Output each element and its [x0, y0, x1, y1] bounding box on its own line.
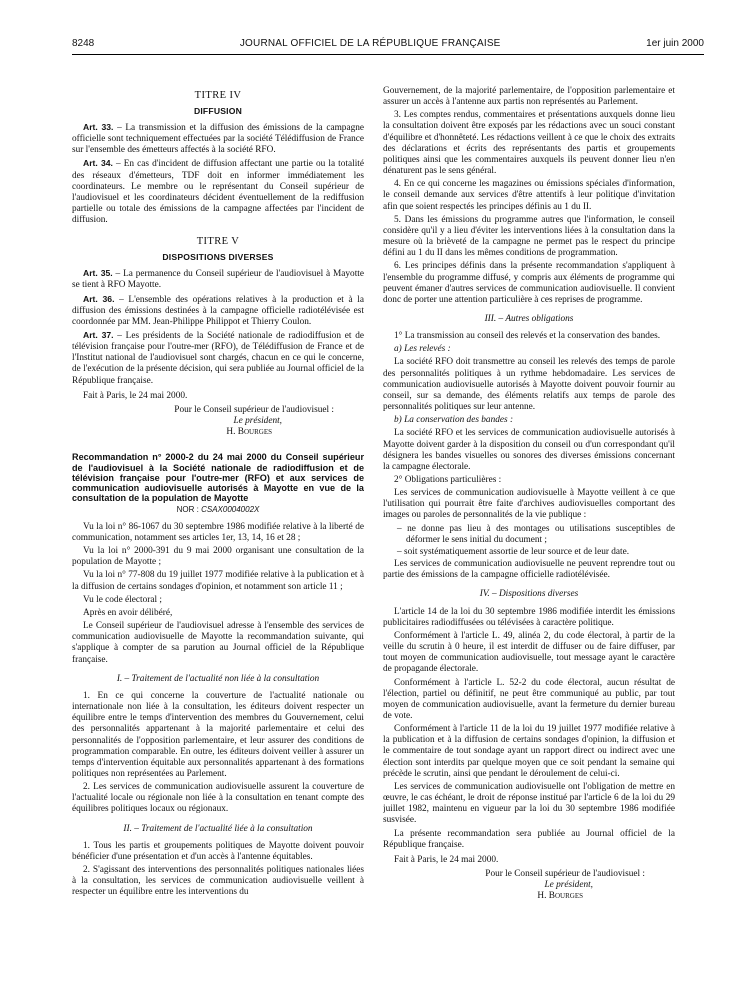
- visa: Vu le code électoral ;: [83, 594, 162, 605]
- paragraph: 5. Dans les émissions du programme autres que l'information, le conseil considère qu'il y a lieu d'éviter les interventions liées à la consultation dans la mesure où la brièveté de la campagne ne permet pas le respect du principe défini au 1 du II dans les mêmes conditions de programmation.: [383, 214, 675, 259]
- list-item: – ne donne pas lieu à des montages ou utilisations susceptibles de déformer le sens initial du document ;: [397, 523, 675, 545]
- visa: Le Conseil supérieur de l'audiovisuel adresse à l'ensemble des services de communication audiovisuelle de Mayotte la recommandation suivante, qui s'applique à compter de sa parution au Journal officiel de la République française.: [72, 621, 364, 665]
- article-label: Art. 34.: [83, 158, 113, 169]
- article-label: Art. 36.: [83, 293, 115, 304]
- article-text: – La transmission et la diffusion des émissions de la campagne officielle sont techniquement effectuées par la société Télédiffusion de France sur l'ensemble des émetteurs affectés à la société RFO.: [72, 122, 364, 156]
- signature-lead: Pour le Conseil supérieur de l'audiovisuel :: [485, 869, 645, 879]
- titre-v-subheading: DISPOSITIONS DIVERSES: [162, 251, 274, 262]
- section-heading-text: IV. – Dispositions diverses: [479, 589, 579, 600]
- visa: Vu la loi n° 86-1067 du 30 septembre 1986 modifiée relative à la liberté de communication, notamment ses articles 1er, 13, 14, 16 et 28 ;: [72, 521, 364, 544]
- visa: Vu la loi n° 2000-391 du 9 mai 2000 organisant une consultation de la population de Mayotte ;: [72, 546, 364, 568]
- article-33: [72, 122, 364, 156]
- signature-role: Le président,: [544, 880, 593, 891]
- article-label: Art. 33.: [83, 121, 114, 132]
- paragraph: Les services de communication audiovisuelle à Mayotte veillent à ce que l'utilisation qui pourrait être faite d'archives audiovisuelles comportant des images ou paroles de personnalités de la vie publique :: [383, 488, 675, 521]
- visa: Après en avoir délibéré,: [83, 607, 173, 618]
- paragraph: 6. Les principes définis dans la présente recommandation s'appliquent à l'ensemble du programme diffusé, y compris aux éléments de programme qui peuvent émaner d'autres services de communication audiovisuelle. Il convient donc de porter une attention particulière à ces reprises de programme.: [383, 261, 675, 305]
- titre-v-heading: TITRE V: [196, 236, 240, 248]
- article-text: – La permanence du Conseil supérieur de l'audiovisuel à Mayotte se tient à RFO Mayotte.: [72, 269, 364, 291]
- list-item: – soit systématiquement assortie de leur source et de leur date.: [397, 546, 630, 557]
- paragraph: La société RFO doit transmettre au conseil les relevés des temps de parole des personnalités politiques à un rythme hebdomadaire. Les services de communication audiovisuelle autorisés à Mayotte doivent pouvoir fournir au conseil, sur sa demande, des éléments relatifs aux temps de parole des personnalités politiques sur leur antenne.: [383, 357, 675, 413]
- journal-title: JOURNAL OFFICIEL DE LA RÉPUBLIQUE FRANÇAISE: [239, 38, 501, 49]
- section-heading-text: III. – Autres obligations: [484, 313, 574, 324]
- article-label: Art. 37.: [83, 330, 114, 340]
- paragraph: 1° La transmission au conseil des relevés et la conservation des bandes.: [394, 331, 661, 342]
- nor-reference: [72, 505, 364, 515]
- signature-name: H. Bourges: [226, 427, 272, 438]
- dash-list: [383, 524, 675, 558]
- two-column-body: [72, 86, 704, 978]
- section-heading-text: I. – Traitement de l'actualité non liée à la consultation: [116, 673, 320, 684]
- signature-role: Le président,: [233, 416, 282, 427]
- paragraph: 4. En ce qui concerne les magazines ou émissions spéciales d'information, le conseil demande aux services d'être attentifs à leur politique d'invitation afin que soient respectés les principes définis au 1 du II.: [383, 179, 675, 212]
- paragraph: 2. S'agissant des interventions des personnalités politiques nationales liées à la consultation, les services de communication audiovisuelle veillent à respecter un équilibre entre les interventions du: [72, 865, 364, 898]
- article-label: Art. 35.: [83, 268, 113, 279]
- running-header: [72, 38, 704, 50]
- paragraph: 1. En ce qui concerne la couverture de l'actualité nationale ou internationale non liée à la consultation, les éditeurs doivent respecter un équilibre entre le temps d'intervention des membres du Gouvernement, celui des personnalités appartenant à la majorité parlementaire et celui des personnalités de l'opposition parlementaire, et leur assurer des conditions de programmation comparable. En outre, les éditeurs doivent veiller à assurer un temps d'intervention équitable aux personnalités appartenant à des formations politiques non représentées au Parlement.: [72, 690, 364, 779]
- subheading-releves: a) Les relevés :: [394, 344, 451, 355]
- fait-a-paris: Fait à Paris, le 24 mai 2000.: [83, 390, 188, 401]
- article-35: [72, 268, 364, 291]
- signature-lead: Pour le Conseil supérieur de l'audiovisuel :: [174, 404, 334, 415]
- signature-name: H. Bourges: [537, 891, 583, 902]
- article-36: [72, 294, 364, 328]
- nor-label: NOR :: [176, 505, 202, 515]
- section-i-heading: [72, 674, 364, 685]
- paragraph: Conformément à l'article 11 de la loi du 19 juillet 1977 modifiée relative à la publication et à la diffusion de certains sondages d'opinion, la diffusion et le commentaire de tout sondage ayant un rapport direct ou indirect avec une élection sont interdits par quelque moyen que ce soit pendant la semaine qui précède le scrutin, ainsi que pendant le déroulement de celui-ci.: [383, 724, 675, 779]
- paragraph: 2° Obligations particulières :: [394, 475, 502, 485]
- issue-date: 1er juin 2000: [646, 38, 704, 49]
- paragraph: La société RFO et les services de communication audiovisuelle autorisés à Mayotte doivent garder à la disposition du conseil ou d'un correspondant qu'il désignera les bandes visuelles ou sonores des diverses émissions concernant la campagne électorale.: [383, 428, 675, 472]
- titre-iv-subheading: DIFFUSION: [193, 105, 243, 116]
- section-heading-text: II. – Traitement de l'actualité liée à la consultation: [123, 823, 313, 834]
- article-text: – Les présidents de la Société nationale de radiodiffusion et de télévision française pour l'outre-mer (RFO), de Télédiffusion de France et de l'Institut national de l'audiovisuel sont chargés, chacun en ce qui le concerne, de l'exécution de la présente décision, qui sera publiée au Journal officiel de la République française.: [72, 331, 364, 386]
- paragraph: Les services de communication audiovisuelle ont l'obligation de mettre en œuvre, le cas échéant, le droit de réponse institué par l'article 6 de la loi du 29 juillet 1982, maintenu en vigueur par la loi du 30 septembre 1986 modifiée susvisée.: [383, 781, 675, 826]
- header-rule: [72, 54, 704, 55]
- recommendation-title: Recommandation n° 2000-2 du 24 mai 2000 du Conseil supérieur de l'audiovisuel à la Société nationale de radiodiffusion et de télévision française pour l'outre-mer (RFO) et aux services de communication audiovisuelle autorisés à Mayotte en vue de la consultation de la population de Mayotte: [72, 452, 364, 504]
- section-iv-heading: [383, 589, 675, 600]
- visa: Vu la loi n° 77-808 du 19 juillet 1977 modifiée relative à la publication et à la diffusion de certains sondages d'opinion, et notamment son article 11 ;: [72, 570, 364, 592]
- article-34: [72, 158, 364, 226]
- subheading-conservation: b) La conservation des bandes :: [394, 415, 514, 426]
- paragraph: Conformément à l'article L. 49, alinéa 2, du code électoral, à partir de la veille du scrutin à 0 heure, il est interdit de diffuser ou de faire diffuser, par tout moyen de communication audiovisuelle, tout message ayant le caractère de propagande électorale.: [383, 630, 675, 675]
- right-column: [383, 86, 675, 978]
- paragraph: 3. Les comptes rendus, commentaires et présentations auxquels donne lieu la consultation doivent être exposés par les rédactions avec un souci constant d'équilibre et d'honnêteté. Les rédactions veillent à ce que le choix des extraits des déclarations et écrits des représentants des partis et groupements politiques ainsi que les commentaires auxquels ils peuvent donner lieu n'en dénaturent pas le sens général.: [383, 110, 675, 177]
- paragraph: L'article 14 de la loi du 30 septembre 1986 modifiée interdit les émissions publicitaires radiodiffusées ou télévisées à caractère politique.: [383, 606, 675, 628]
- fait-a-paris: Fait à Paris, le 24 mai 2000.: [394, 854, 499, 865]
- continuation-paragraph: Gouvernement, de la majorité parlementaire, de l'opposition parlementaire et assurer un accès à l'antenne aux partis non représentés au Parlement.: [383, 86, 675, 108]
- paragraph: 2. Les services de communication audiovisuelle assurent la couverture de l'actualité locale ou régionale non liée à la consultation en tenant compte des équilibres politiques locaux ou régionaux.: [72, 782, 364, 815]
- paragraph: Les services de communication audiovisuelle ne peuvent reprendre tout ou partie des émissions de la campagne officielle radiotélévisée.: [383, 559, 675, 581]
- paragraph: La présente recommandation sera publiée au Journal officiel de la République française.: [383, 828, 675, 850]
- paragraph: 1. Tous les partis et groupements politiques de Mayotte doivent pouvoir bénéficier d'une présentation et d'un accès à l'antenne équitables.: [72, 840, 364, 862]
- article-text: – L'ensemble des opérations relatives à la production et à la diffusion des émissions destinées à la campagne officielle radiotélévisée est coordonnée par MM. Jean-Philippe Philippot et Thierry Coulon.: [72, 294, 364, 327]
- section-iii-heading: [383, 314, 675, 325]
- section-ii-heading: [72, 824, 364, 835]
- article-text: – En cas d'incident de diffusion affectant une partie ou la totalité des réseaux d'émetteurs, TDF doit en informer immédiatement les coordinateurs. Le membre ou le représentant du Conseil supérieur de l'audiovisuel et les coordinateurs décident éventuellement de la rediffusion partielle ou totale des émissions de la campagne affectées par l'incident de diffusion.: [72, 159, 364, 226]
- page-number: 8248: [72, 38, 95, 49]
- nor-code: CSAX0004002X: [201, 505, 260, 515]
- left-column: [72, 86, 364, 978]
- paragraph: Conformément à l'article L. 52-2 du code électoral, aucun résultat de l'élection, partiel ou définitif, ne peut être communiqué au public, par tout moyen de communication audiovisuelle, avant la fermeture du dernier bureau de vote.: [383, 677, 675, 721]
- article-37: [72, 330, 364, 387]
- titre-iv-heading: TITRE IV: [194, 90, 242, 101]
